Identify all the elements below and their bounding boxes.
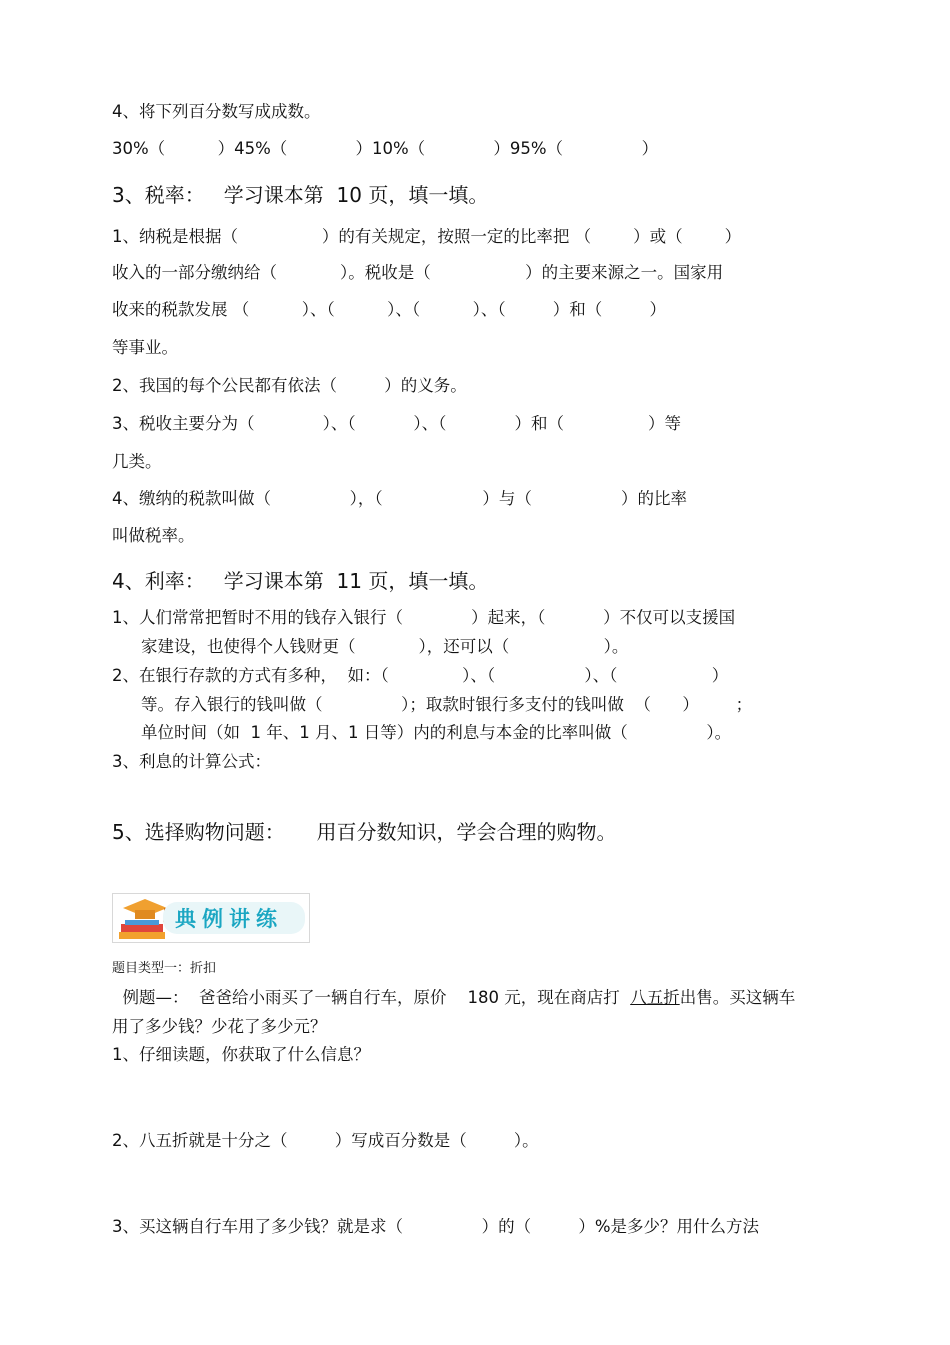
- example-q1: 1、仔细读题，你获取了什么信息？: [112, 1045, 370, 1064]
- tax-q1-line3: 收来的税款发展 （ ）、（ ）、（ ）、（ ）和（ ）: [112, 300, 666, 319]
- tax-q1-line4: 等事业。: [112, 338, 178, 357]
- tax-q3-line1: 3、税收主要分为（ ）、（ ）、（ ）和（ ）等: [112, 414, 681, 433]
- tax-q4-line1: 4、缴纳的税款叫做（ ），（ ）与（ ）的比率: [112, 489, 687, 508]
- tax-q4-line2: 叫做税率。: [112, 526, 195, 545]
- interest-q3: 3、利息的计算公式：: [112, 752, 271, 771]
- example-text-a: 例题—： 爸爸给小雨买了一辆自行车，原价 180 元，现在商店打: [112, 988, 631, 1007]
- section-4-question-4: 4、将下列百分数写成成数。: [112, 102, 321, 121]
- tax-q3-line2: 几类。: [112, 452, 162, 471]
- interest-q2-line2: 等。存入银行的钱叫做（ ）；取款时银行多支付的钱叫做 （ ） ；: [141, 695, 753, 714]
- interest-q2-line3: 单位时间（如 1 年、1 月、1 日等）内的利息与本金的比率叫做（ ）。: [141, 723, 732, 742]
- banner-title: 典例讲练: [175, 907, 283, 931]
- interest-section-heading: 4、利率： 学习课本第 11 页，填一填。: [112, 569, 489, 593]
- example-banner: [112, 893, 310, 943]
- shopping-section-heading: 5、选择购物问题： 用百分数知识，学会合理的购物。: [112, 820, 617, 844]
- percent-to-cheng-line: 30%（ ）45%（ ）10%（ ）95%（ ）: [112, 139, 659, 158]
- tax-section-heading: 3、税率： 学习课本第 10 页，填一填。: [112, 183, 489, 207]
- example-q2: 2、八五折就是十分之（ ）写成百分数是（ ）。: [112, 1131, 539, 1150]
- tax-q2: 2、我国的每个公民都有依法（ ）的义务。: [112, 376, 467, 395]
- example-text-c: 出售。买这辆车: [679, 988, 796, 1007]
- interest-q1-line1: 1、人们常常把暂时不用的钱存入银行（ ）起来，（ ）不仅可以支援国: [112, 608, 736, 627]
- example-line2: 用了多少钱？少花了多少元？: [112, 1017, 327, 1036]
- question-type-label: 题目类型一：折扣: [112, 961, 217, 976]
- example-line1: [112, 987, 795, 1009]
- interest-q1-line2: 家建设，也使得个人钱财更（ ），还可以（ ）。: [141, 637, 629, 656]
- interest-q2-line1: 2、在银行存款的方式有多种， 如：（ ）、（ ）、（ ）: [112, 666, 729, 685]
- tax-q1-line1: 1、纳税是根据（ ）的有关规定，按照一定的比率把 （ ）或（ ）: [112, 227, 742, 246]
- discount-underlined: 八五折: [630, 988, 680, 1007]
- example-q3: 3、买这辆自行车用了多少钱？就是求（ ）的（ ）%是多少？用什么方法: [112, 1217, 760, 1236]
- tax-q1-line2: 收入的一部分缴纳给（ ）。税收是（ ）的主要来源之一。国家用: [112, 263, 724, 282]
